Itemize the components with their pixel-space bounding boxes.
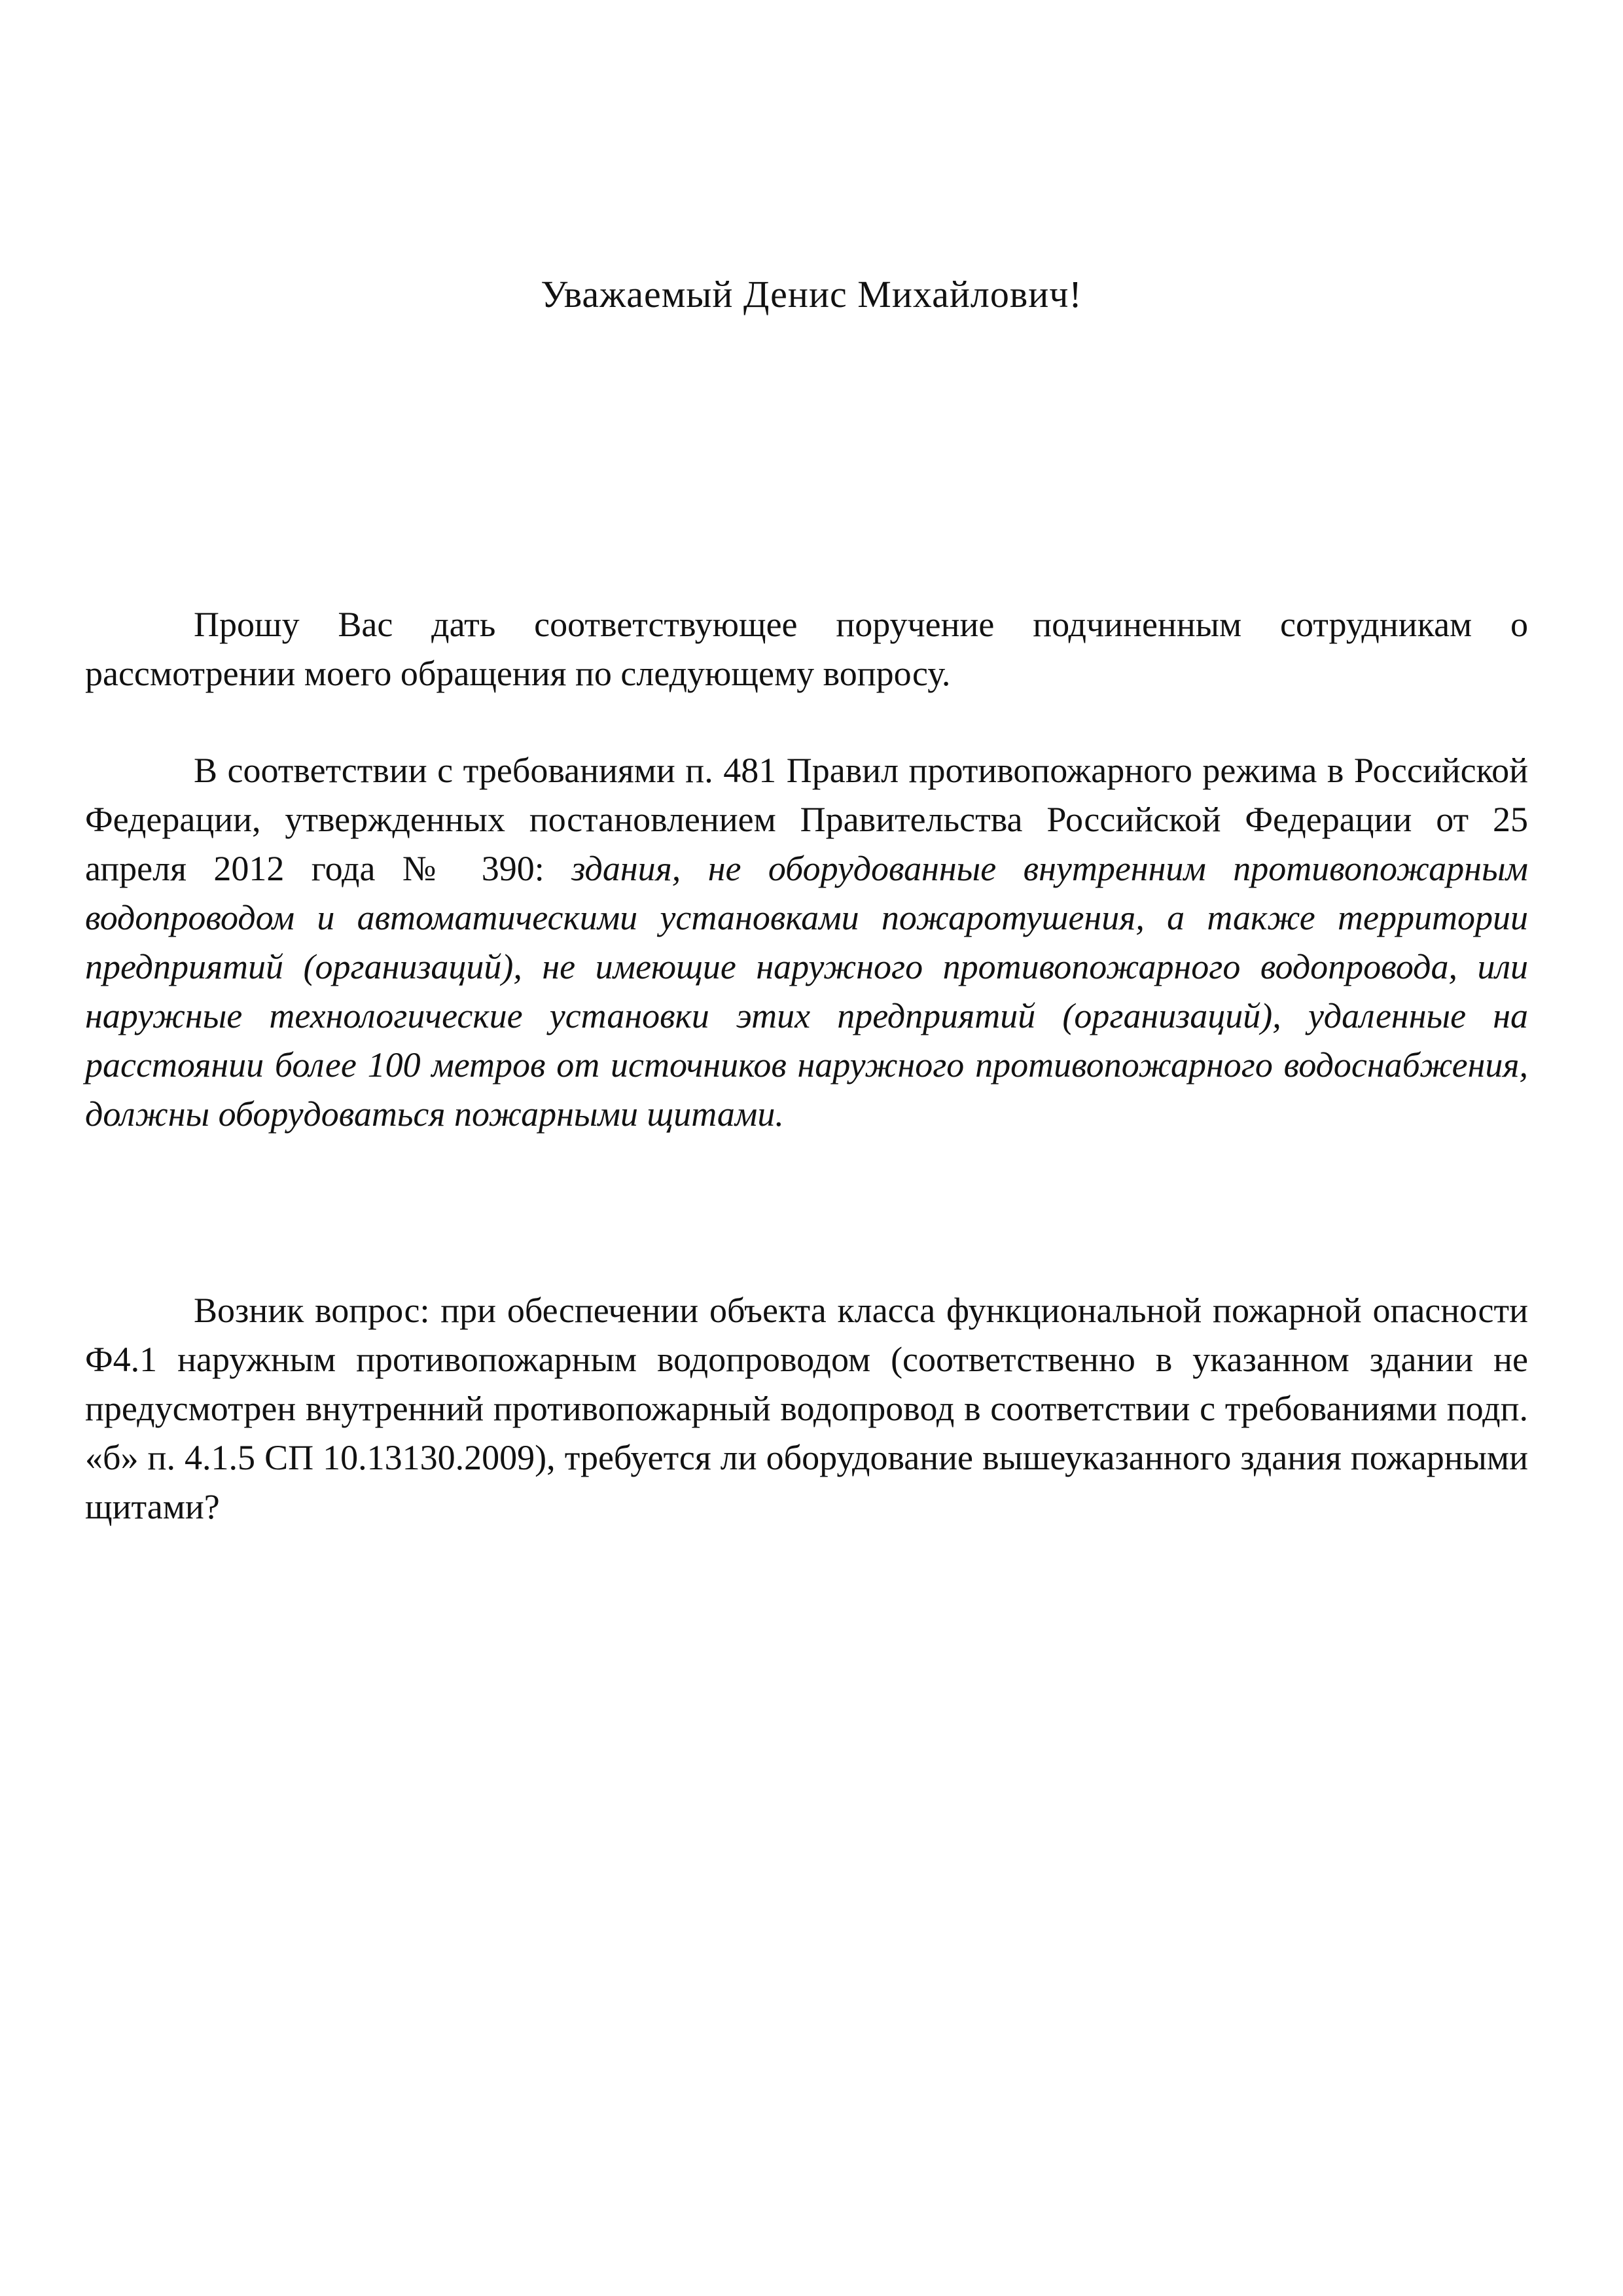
question-paragraph: Возник вопрос: при обеспечении объекта класса функциональной пожарной опасности Ф4.1 наружным противопожарным водопроводом (соответственно в указанном здании не предусмотрен внутренний противопожарный водопровод в соответствии с требованиями подп. «б» п. 4.1.5 СП 10.13130.2009), требуется ли оборудование вышеуказанного здания пожарными щитами? <box>85 1291 1528 1526</box>
greeting-heading: Уважаемый Денис Михайлович! <box>541 273 1082 315</box>
rules-intro-text: В соответствии с требованиями п. 481 Правил противопожарного режима в Российской Федерации, утвержденных постановлением Правительства Российской Федерации от 25 апреля 2012 года № 390: <box>85 751 1528 888</box>
rules-quote-text: здания, не оборудованные внутренним противопожарным водопроводом и автоматическими установками пожаротушения, а также территории предприятий (организаций), не имеющие наружного противопожарного водопровода, или наружные технологические установки этих предприятий (организаций), удаленные на расстоянии более 100 метров от источников наружного противопожарного водоснабжения, должны оборудоваться пожарными щитами. <box>85 849 1528 1134</box>
rules-paragraph <box>85 746 1528 1139</box>
request-paragraph: Прошу Вас дать соответствующее поручение подчиненным сотрудникам о рассмотрении моего обращения по следующему вопросу. <box>85 605 1528 693</box>
